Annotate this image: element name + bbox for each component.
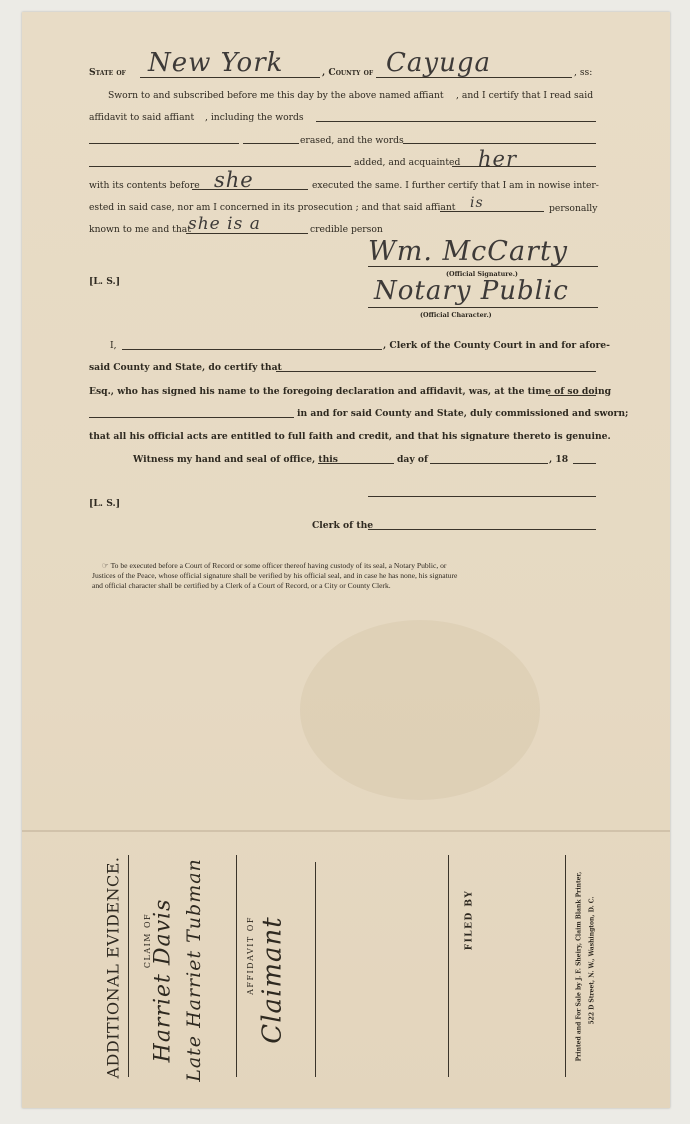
affidavit-text: affidavit to said affiant <box>89 112 195 123</box>
paper-stain <box>300 620 540 800</box>
claimant-handwriting: Harriet Davis <box>150 898 176 1062</box>
year-text: , 18 <box>549 454 569 465</box>
affiant-handwriting: is <box>470 195 484 211</box>
printer-line-1: Printed and For Sale by J. F. Sheiry, Claim Blank Printer, <box>575 871 583 1061</box>
filed-by-label: FILED BY <box>464 889 475 951</box>
before-handwriting: she <box>214 168 254 192</box>
affidavit-of-label: AFFIDAVIT OF <box>245 915 255 995</box>
witness-text: Witness my hand and seal of office, this <box>133 454 338 465</box>
words-line-2 <box>89 143 239 144</box>
clerk-i: I, <box>110 340 117 351</box>
additional-evidence-title: ADDITIONAL EVIDENCE. <box>103 856 123 1078</box>
clerk-of-line <box>368 529 596 530</box>
state-label: State of <box>89 67 126 78</box>
footnote <box>92 561 598 591</box>
panel-rule-1 <box>128 855 129 1077</box>
executed-text: executed the same. I further certify that I am in nowise inter- <box>312 180 599 191</box>
official-character-handwriting: Notary Public <box>374 276 569 306</box>
character-line <box>368 307 598 308</box>
personally-text: personally <box>549 203 598 214</box>
acquainted-handwriting: her <box>478 147 517 171</box>
faith-text: that all his official acts are entitled to full faith and credit, and that his signature thereto is genuine. <box>89 431 611 442</box>
interested-text: ested in said case, nor am I concerned in its prosecution ; and that said affiant <box>89 202 456 213</box>
known-handwriting: she is a <box>188 214 261 234</box>
certify-text: , and I certify that I read said <box>456 90 594 101</box>
words-line-4 <box>403 143 596 144</box>
sworn-text: Sworn to and subscribed before me this day by the above named affiant <box>108 90 444 101</box>
words-line-1 <box>316 121 596 122</box>
seal-label-2: [L. S.] <box>89 498 121 509</box>
day-of-text: day of <box>397 454 428 465</box>
said-county-text: said County and State, do certify that <box>89 362 282 373</box>
ss-label: , ss: <box>574 67 593 78</box>
witness-day-line <box>318 463 394 464</box>
printer-line-2: 522 D Street, N. W., Washington, D. C. <box>588 895 596 1025</box>
witness-month-line <box>430 463 548 464</box>
official-character-caption: (Official Character.) <box>420 311 492 319</box>
commissioned-text: in and for said County and State, duly commissioned and sworn; <box>297 408 629 419</box>
commissioned-line <box>89 417 294 418</box>
certify-line <box>276 371 596 372</box>
state-handwriting: New York <box>148 48 284 78</box>
claim-of-label: CLAIM OF <box>143 912 153 968</box>
credible-text: credible person <box>310 224 383 235</box>
county-label: , County of <box>322 67 374 78</box>
added-line <box>89 166 351 167</box>
fold-crease <box>22 830 670 832</box>
affiant-line <box>440 211 544 212</box>
official-signature-caption: (Official Signature.) <box>446 270 518 278</box>
witness-year-line <box>573 463 596 464</box>
including-text: , including the words <box>205 112 304 123</box>
clerk-name-line <box>122 349 382 350</box>
acquainted-line <box>452 166 596 167</box>
county-handwriting: Cayuga <box>386 48 491 78</box>
panel-rule-4 <box>448 855 449 1077</box>
seal-label-1: [L. S.] <box>89 276 121 287</box>
affiant-claimant-handwriting: Claimant <box>258 916 288 1044</box>
clerk-signature-line <box>368 496 596 497</box>
footnote-line-2: Justices of the Peace, whose official signature shall be verified by his official seal, and in case he has none, his signature <box>92 571 458 580</box>
claimant-alias-handwriting: Late Harriet Tubman <box>183 858 206 1082</box>
esq-line <box>548 395 596 396</box>
added-text: added, and acquainted <box>354 157 461 168</box>
panel-rule-5 <box>565 855 566 1077</box>
panel-rule-3 <box>315 862 316 1077</box>
erased-text: erased, and the words <box>300 135 404 146</box>
clerk-of-text: Clerk of the <box>312 520 374 531</box>
panel-rule-2 <box>236 855 237 1077</box>
known-text: known to me and that <box>89 224 191 235</box>
official-signature-handwriting: Wm. McCarty <box>368 236 569 267</box>
clerk-text: , Clerk of the County Court in and for afore- <box>383 340 610 351</box>
signature-line <box>368 266 598 267</box>
footnote-line-3: and official character shall be certified by a Clerk of a Court of Record, or a City or County Clerk. <box>92 581 391 590</box>
footnote-line-1: ☞ To be executed before a Court of Record or some officer thereof having custody of its seal, a Notary Public, or <box>102 561 447 570</box>
esq-text: Esq., who has signed his name to the foregoing declaration and affidavit, was, at the time of so doing <box>89 386 612 397</box>
contents-text: with its contents before <box>89 180 200 191</box>
words-line-3 <box>243 143 299 144</box>
